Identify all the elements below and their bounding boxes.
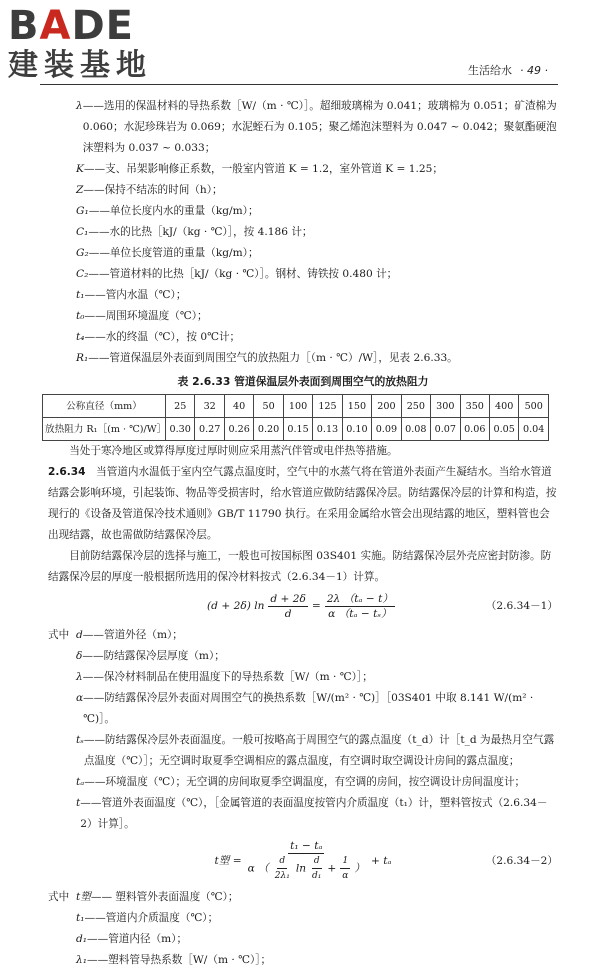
definition-symbol: λ bbox=[76, 100, 83, 112]
definition-item bbox=[48, 950, 558, 971]
definition-text: ——管内水温（℃）； bbox=[84, 289, 187, 301]
definition-text: ——水的终温（℃），按 0℃计； bbox=[84, 331, 241, 343]
definition-text: ——支、吊架影响修正系数，一般室内管道 K = 1.2，室外管道 K = 1.25； bbox=[83, 163, 443, 175]
definition-item bbox=[48, 793, 558, 835]
table-cell-diameter: 150 bbox=[342, 395, 371, 418]
formula-2-6-34-2 bbox=[48, 839, 558, 883]
frac-denominator: 2λ₁ bbox=[274, 871, 290, 881]
definition-symbol: t塑 bbox=[76, 891, 91, 903]
logo-letter-a: A bbox=[39, 3, 72, 49]
header-section: 生活给水 bbox=[468, 64, 513, 77]
frac-numerator: 2λ （tₐ − t） bbox=[326, 593, 393, 605]
page-content bbox=[45, 96, 558, 971]
den-ln: ln bbox=[295, 862, 307, 875]
definition-item bbox=[48, 201, 558, 222]
table-cell-diameter: 500 bbox=[519, 395, 549, 418]
definition-symbol: t₁ bbox=[76, 289, 85, 301]
definition-item bbox=[48, 667, 558, 688]
definition-item bbox=[48, 730, 558, 772]
definition-text: ——防结露保冷层外表面对周围空气的换热系数［W/(m² · ℃)］［03S401 中取 8.141 W/(m² · ℃)］。 bbox=[83, 692, 534, 725]
definition-symbol: tₛ bbox=[76, 734, 84, 746]
definitions-middle bbox=[48, 625, 558, 835]
frac-numerator: d bbox=[277, 854, 287, 869]
where-label bbox=[48, 688, 76, 730]
table-cell-resistance: 0.07 bbox=[431, 418, 460, 441]
logo-letter-b: B bbox=[8, 3, 40, 49]
frac-numerator: d + 2δ bbox=[270, 593, 306, 605]
table-row-label: 放热阻力 R₁［(m · ℃)/W］ bbox=[43, 418, 166, 441]
definition-text: ——保冷材料制品在使用温度下的导热系数［W/（m · ℃）］； bbox=[82, 671, 373, 683]
section-2-6-34 bbox=[48, 462, 558, 588]
definition-item bbox=[48, 908, 558, 929]
where-label: 式中 bbox=[48, 629, 70, 641]
frac-denominator: α bbox=[342, 871, 349, 881]
where-label bbox=[48, 730, 76, 772]
table-cell-resistance: 0.13 bbox=[313, 418, 342, 441]
definition-symbol: t₁ bbox=[76, 912, 85, 924]
definition-item bbox=[48, 625, 558, 646]
table-cell-resistance: 0.05 bbox=[489, 418, 518, 441]
where-label bbox=[48, 667, 76, 688]
definition-symbol: λ bbox=[76, 671, 83, 683]
frac-denominator: d bbox=[284, 608, 292, 620]
definition-text: —— 塑料管外表面温度（℃）； bbox=[90, 891, 239, 903]
definition-item bbox=[48, 180, 558, 201]
definition-symbol: α bbox=[76, 692, 84, 704]
frac-numerator: d bbox=[312, 854, 322, 869]
formula1-lhs: (d + 2δ) ln bbox=[207, 600, 265, 612]
table-cell-diameter: 100 bbox=[283, 395, 312, 418]
table-cell-resistance: 0.26 bbox=[224, 418, 253, 441]
table-cell-diameter: 50 bbox=[254, 395, 283, 418]
definition-item bbox=[48, 327, 558, 348]
table-cell-diameter: 200 bbox=[372, 395, 401, 418]
definition-text: ——管道保温层外表面到周围空气的放热阻力［（m · ℃）/W］，见表 2.6.33。 bbox=[88, 352, 458, 364]
formula2-lhs: t塑 = bbox=[214, 854, 242, 867]
definition-symbol: G₁ bbox=[76, 205, 89, 217]
formula-2-6-34-1 bbox=[48, 592, 558, 621]
definition-symbol: t bbox=[76, 797, 81, 809]
where-label bbox=[48, 950, 76, 971]
definition-item bbox=[48, 887, 558, 908]
den-frac-c bbox=[340, 854, 350, 883]
page-number: · 49 · bbox=[520, 64, 548, 77]
definition-item bbox=[48, 285, 558, 306]
table-cell-resistance: 0.20 bbox=[254, 418, 283, 441]
table-row-diameter bbox=[43, 395, 549, 418]
definition-text: ——水的比热［kJ/（kg · ℃）］，按 4.186 计； bbox=[88, 226, 313, 238]
definition-text: ——单位长度内水的重量（kg/m）； bbox=[88, 205, 259, 217]
definition-item bbox=[48, 306, 558, 327]
frac-denominator bbox=[246, 854, 367, 883]
definition-symbol: δ bbox=[76, 650, 83, 662]
definition-text: ——管道外表面温度（℃），［金属管道的表面温度按管内介质温度（t₁）计，塑料管按式（2.6.34－2）计算］。 bbox=[80, 797, 548, 830]
definition-symbol: d₁ bbox=[76, 933, 88, 945]
den-prefix: α （ bbox=[247, 862, 269, 875]
definition-symbol: λ₁ bbox=[76, 954, 87, 966]
definition-text: ——保持不结冻的时间（h）； bbox=[83, 184, 223, 196]
header-divider bbox=[40, 84, 558, 85]
definition-text: ——防结露保冷层外表面温度。一般可按略高于周围空气的露点温度（t_d）计［t_d 为最热月空气露点温度（℃）］；无空调时取夏季空调相应的露点温度，有空调时取空调设计房间的露点温度； bbox=[83, 734, 555, 767]
definition-symbol: C₁ bbox=[76, 226, 89, 238]
frac-denominator: d₁ bbox=[312, 871, 322, 881]
table-title: 表 2.6.33 管道保温层外表面到周围空气的放热阻力 bbox=[177, 375, 429, 388]
frac-denominator: α （tₐ − tₛ） bbox=[328, 608, 392, 620]
den-plus: + bbox=[327, 862, 337, 875]
where-label: 式中 bbox=[48, 891, 70, 903]
table-cell-diameter: 300 bbox=[431, 395, 460, 418]
heat-resistance-table bbox=[42, 394, 549, 441]
section-text-1: 当管道内水温低于室内空气露点温度时，空气中的水蒸气将在管道外表面产生凝结水。当给水管道结露会影响环境，引起装饰、物品等受损害时，给水管道应做防结露保冷层。防结露保冷层的计算和构造，按现行的《设备及管道保冷技术通则》GB/T 11790 执行。在采用金属给水管会出现结露的地区，塑料管也会出现结露，故也需做防结露保冷层。 bbox=[48, 466, 557, 541]
definition-item bbox=[48, 688, 558, 730]
definition-item bbox=[48, 772, 558, 793]
formula1-frac2 bbox=[325, 592, 395, 621]
table-cell-resistance: 0.30 bbox=[166, 418, 195, 441]
definition-item bbox=[48, 646, 558, 667]
definition-text: ——周围环境温度（℃）； bbox=[84, 310, 208, 322]
definition-text: ——塑料管导热系数［W/（m · ℃）］； bbox=[86, 954, 272, 966]
formula1-equals: = bbox=[311, 600, 321, 612]
den-frac-b bbox=[310, 854, 323, 883]
table-cell-resistance: 0.15 bbox=[283, 418, 312, 441]
definition-item bbox=[48, 264, 558, 285]
formula2-tail: + tₐ bbox=[370, 854, 392, 867]
where-label bbox=[48, 908, 76, 929]
table-cell-diameter: 125 bbox=[313, 395, 342, 418]
logo-english bbox=[8, 4, 152, 48]
formula1-number: （2.6.34－1） bbox=[485, 600, 558, 612]
formula1-frac1 bbox=[268, 592, 308, 621]
table-cell-resistance: 0.04 bbox=[519, 418, 549, 441]
where-label bbox=[48, 793, 76, 835]
table-cell-resistance: 0.09 bbox=[372, 418, 401, 441]
table-cell-diameter: 40 bbox=[224, 395, 253, 418]
section-number: 2.6.34 bbox=[48, 466, 86, 478]
definition-text: ——选用的保温材料的导热系数［W/（m · ℃）］。超细玻璃棉为 0.041；玻璃棉为 0.051；矿渣棉为 0.060；水泥珍珠岩为 0.069；水泥蛭石为 0.105；聚乙烯泡沫塑料为 0.047 ~ 0.042；聚氨酯硬泡沫塑料为 0.037 ~ 0.033； bbox=[82, 100, 557, 154]
definition-symbol: Z bbox=[76, 184, 84, 196]
table-cell-diameter: 32 bbox=[195, 395, 224, 418]
definition-symbol: C₂ bbox=[76, 268, 89, 280]
definition-symbol: R₁ bbox=[76, 352, 89, 364]
definition-text: ——防结露保冷层厚度（m）； bbox=[82, 650, 225, 662]
definition-item bbox=[48, 348, 558, 369]
definition-symbol: t₀ bbox=[76, 310, 85, 322]
definition-text: ——单位长度管道的重量（kg/m）； bbox=[88, 247, 259, 259]
definition-item bbox=[48, 159, 558, 180]
where-label bbox=[48, 646, 76, 667]
definition-text: ——环境温度（℃）；无空调的房间取夏季空调温度，有空调的房间，按空调设计房间温度计； bbox=[84, 776, 526, 788]
definition-symbol: tₐ bbox=[76, 776, 85, 788]
definition-item bbox=[48, 96, 558, 159]
definition-item bbox=[48, 222, 558, 243]
table-cell-resistance: 0.10 bbox=[342, 418, 371, 441]
running-header bbox=[468, 62, 548, 78]
definition-text: ——管道内介质温度（℃）； bbox=[84, 912, 219, 924]
note-paragraph: 当处于寒冷地区或算得厚度过厚时则应采用蒸汽伴管或电伴热等措施。 bbox=[69, 445, 398, 457]
brand-logo bbox=[8, 4, 152, 84]
frac-numerator: t₁ − tₐ bbox=[290, 840, 323, 852]
section-paragraph-2: 目前防结露保冷层的选择与施工，一般也可按国标图 03S401 实施。防结露保冷层外壳应密封防渗。防结露保冷层的厚度一般根据所选用的保冷材料按式（2.6.34－1）计算。 bbox=[48, 550, 552, 583]
definition-symbol: d bbox=[76, 629, 83, 641]
where-label bbox=[48, 772, 76, 793]
definitions-top bbox=[48, 96, 558, 369]
table-cell-resistance: 0.27 bbox=[195, 418, 224, 441]
definition-symbol: K bbox=[76, 163, 84, 175]
definition-text: ——管道外径（m）； bbox=[82, 629, 183, 641]
definition-item bbox=[48, 929, 558, 950]
table-row-resistance bbox=[43, 418, 549, 441]
den-suffix: ） bbox=[354, 862, 365, 875]
den-frac-a bbox=[273, 854, 292, 883]
logo-chinese: 建装基地 bbox=[8, 48, 152, 83]
section-paragraph-1 bbox=[48, 462, 558, 546]
table-cell-diameter: 400 bbox=[489, 395, 518, 418]
formula2-main-frac bbox=[246, 839, 367, 883]
frac-numerator: 1 bbox=[340, 854, 350, 869]
logo-letters-de: DE bbox=[71, 3, 134, 49]
definition-symbol: G₂ bbox=[76, 247, 89, 259]
table-row-label: 公称直径（mm） bbox=[43, 395, 166, 418]
definition-text: ——管道内径（m）； bbox=[87, 933, 188, 945]
formula2-number: （2.6.34－2） bbox=[485, 854, 558, 867]
table-cell-diameter: 25 bbox=[166, 395, 195, 418]
table-cell-diameter: 350 bbox=[460, 395, 489, 418]
where-label bbox=[48, 929, 76, 950]
table-cell-resistance: 0.06 bbox=[460, 418, 489, 441]
definition-symbol: t₄ bbox=[76, 331, 85, 343]
definition-text: ——管道材料的比热［kJ/（kg · ℃）］。钢材、铸铁按 0.480 计； bbox=[88, 268, 398, 280]
table-cell-resistance: 0.08 bbox=[401, 418, 430, 441]
table-cell-diameter: 250 bbox=[401, 395, 430, 418]
definition-item bbox=[48, 243, 558, 264]
